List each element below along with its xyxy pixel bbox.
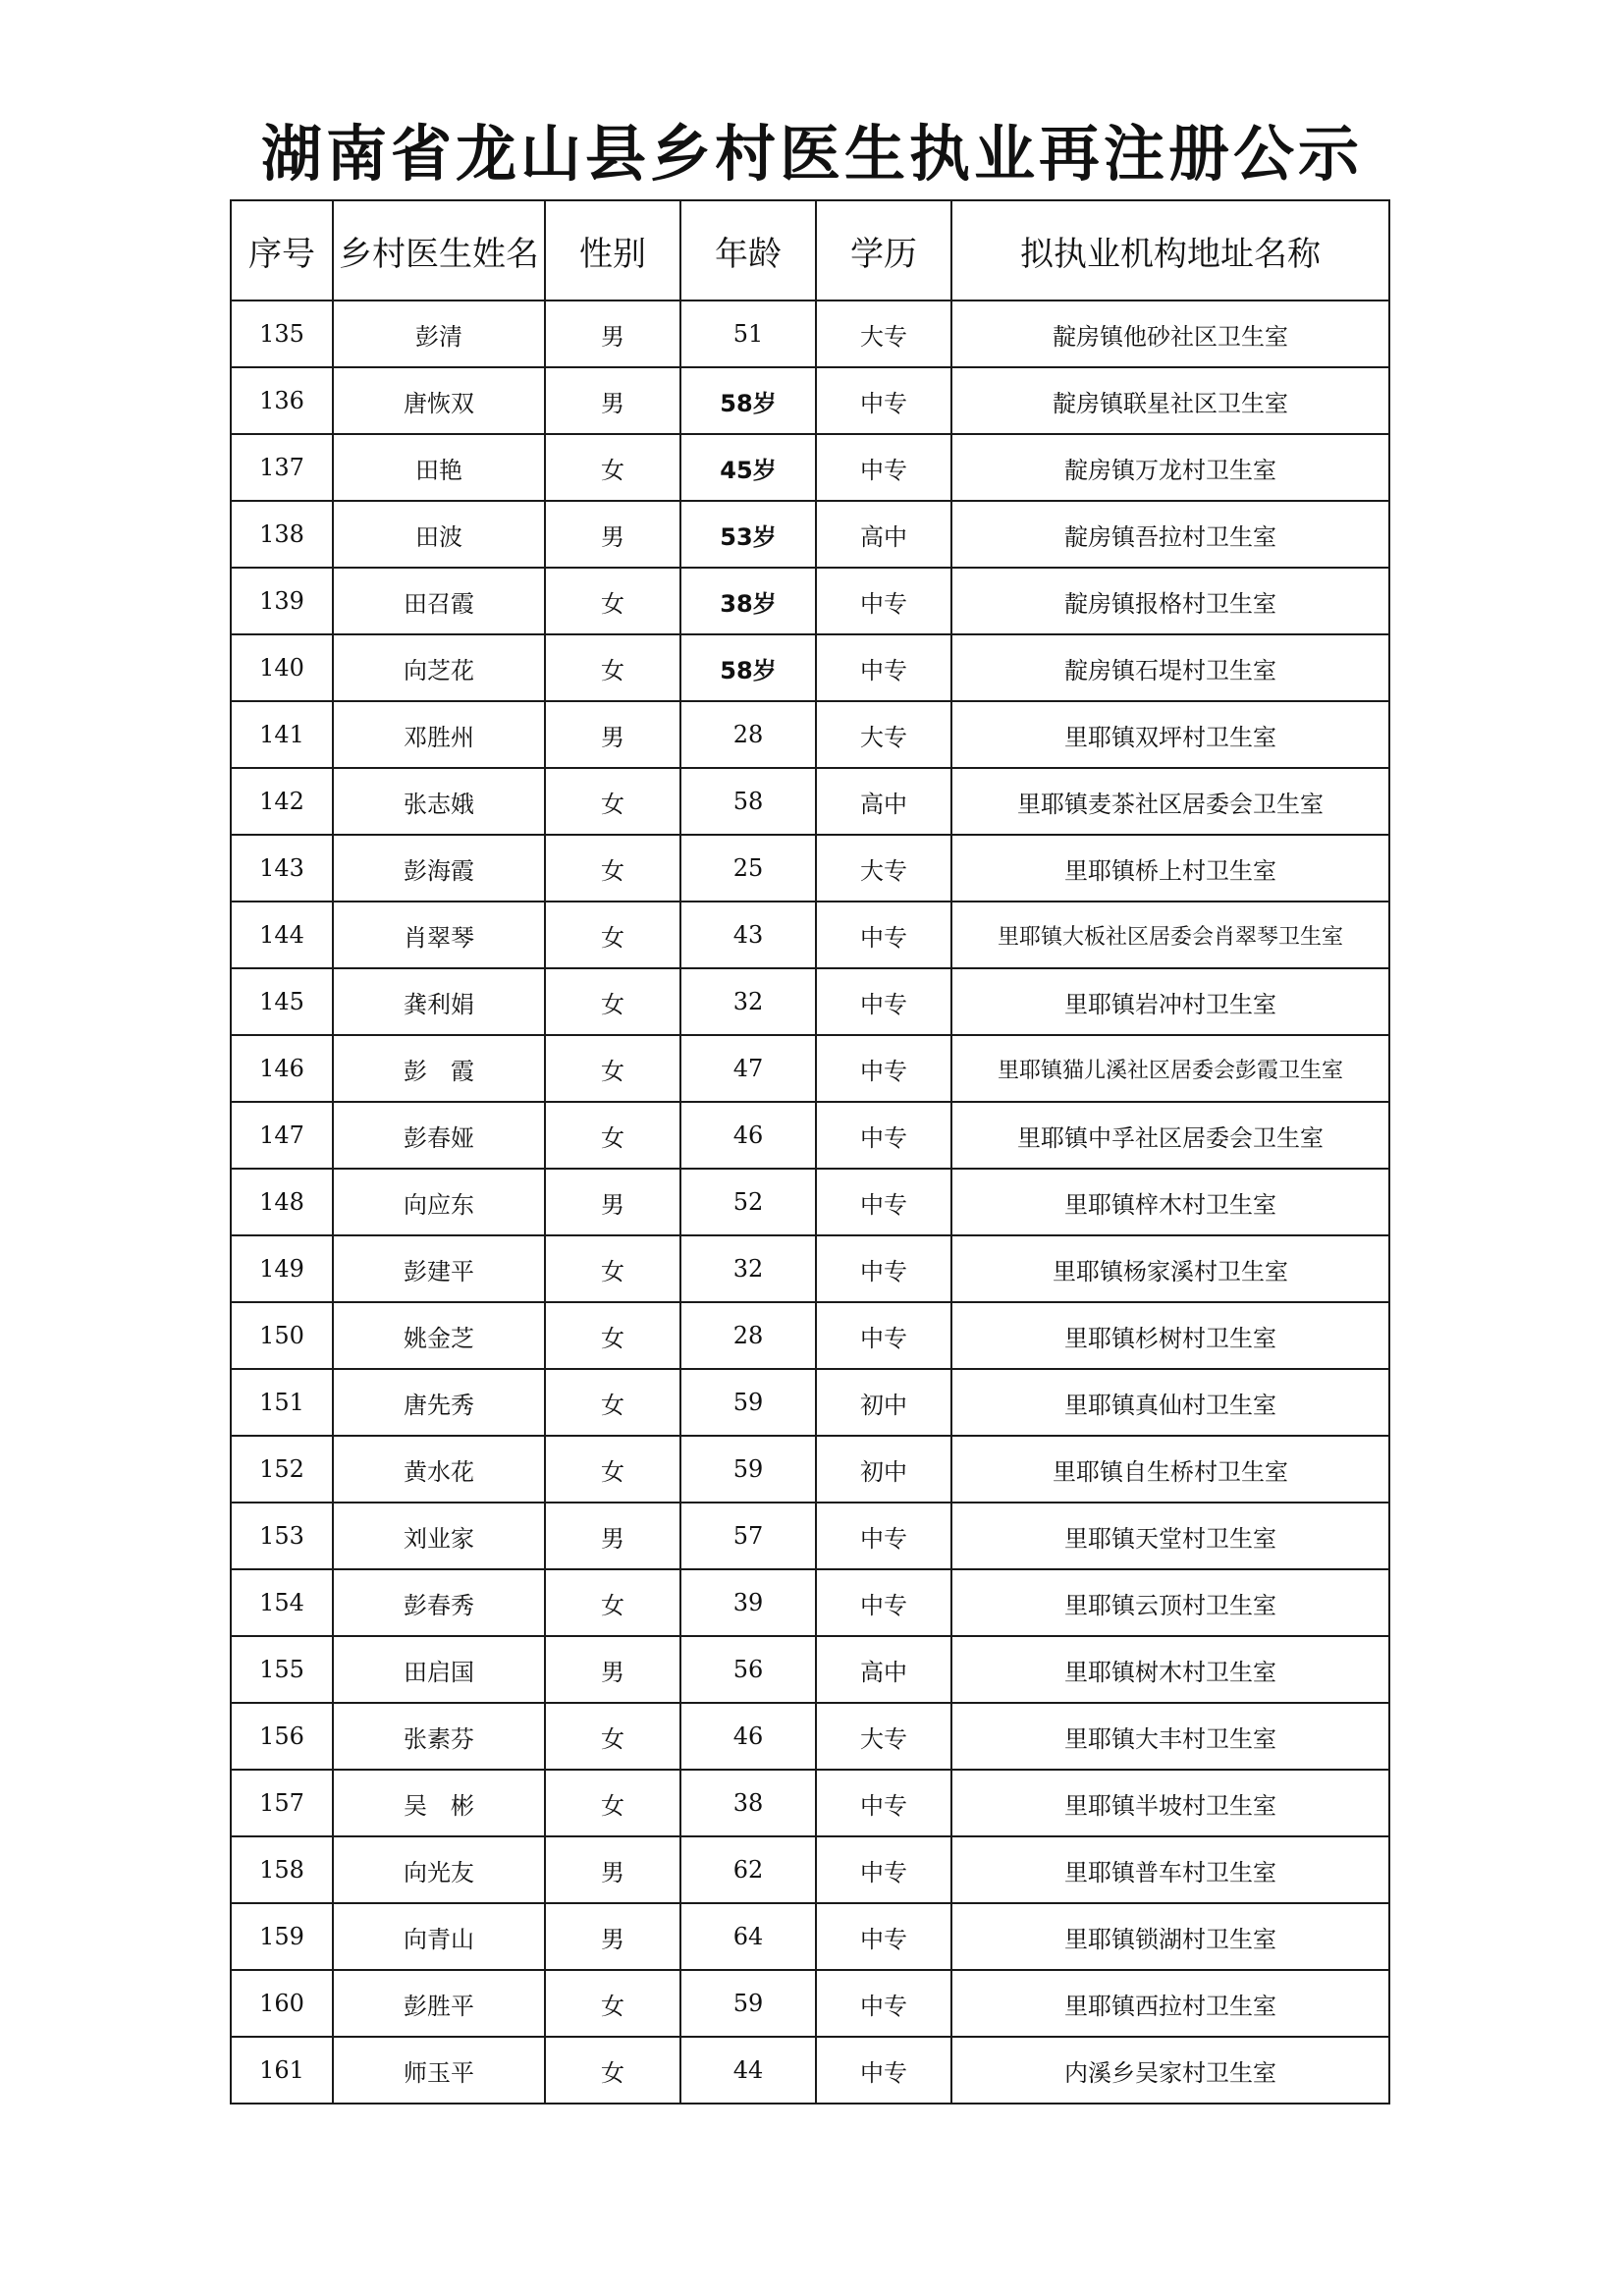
cell-age: 64 (680, 1903, 816, 1970)
cell-serial: 142 (231, 768, 333, 835)
cell-age: 52 (680, 1169, 816, 1235)
cell-age: 46 (680, 1102, 816, 1169)
cell-serial: 141 (231, 701, 333, 768)
cell-name: 向应东 (333, 1169, 545, 1235)
cell-education: 中专 (816, 367, 951, 434)
cell-age: 53岁 (680, 501, 816, 568)
cell-institution: 里耶镇树木村卫生室 (951, 1636, 1389, 1703)
table-row (231, 1369, 1389, 1436)
cell-serial: 146 (231, 1035, 333, 1102)
cell-education: 中专 (816, 434, 951, 501)
cell-education: 中专 (816, 1302, 951, 1369)
table-row (231, 1636, 1389, 1703)
table-row (231, 1569, 1389, 1636)
cell-institution: 里耶镇猫儿溪社区居委会彭霞卫生室 (951, 1035, 1389, 1102)
cell-age: 57 (680, 1503, 816, 1569)
cell-education: 中专 (816, 1235, 951, 1302)
cell-institution: 里耶镇普车村卫生室 (951, 1836, 1389, 1903)
table-row (231, 1503, 1389, 1569)
cell-name: 向光友 (333, 1836, 545, 1903)
cell-education: 中专 (816, 568, 951, 634)
cell-education: 大专 (816, 1703, 951, 1770)
cell-serial: 150 (231, 1302, 333, 1369)
cell-education: 初中 (816, 1436, 951, 1503)
cell-institution: 里耶镇真仙村卫生室 (951, 1369, 1389, 1436)
table-header-row (231, 200, 1389, 301)
doctor-registration-table (230, 199, 1390, 2105)
cell-name: 彭胜平 (333, 1970, 545, 2037)
cell-institution: 里耶镇梓木村卫生室 (951, 1169, 1389, 1235)
cell-name: 田启国 (333, 1636, 545, 1703)
cell-gender: 女 (545, 634, 680, 701)
table-row (231, 768, 1389, 835)
cell-institution: 里耶镇半坡村卫生室 (951, 1770, 1389, 1836)
cell-name: 唐恢双 (333, 367, 545, 434)
cell-institution: 内溪乡吴家村卫生室 (951, 2037, 1389, 2104)
table-row (231, 1836, 1389, 1903)
cell-age: 32 (680, 1235, 816, 1302)
cell-serial: 149 (231, 1235, 333, 1302)
cell-gender: 女 (545, 902, 680, 968)
table-row (231, 835, 1389, 902)
cell-age: 38 (680, 1770, 816, 1836)
header-age: 年龄 (680, 200, 816, 301)
cell-serial: 158 (231, 1836, 333, 1903)
cell-serial: 148 (231, 1169, 333, 1235)
cell-education: 高中 (816, 1636, 951, 1703)
cell-education: 中专 (816, 968, 951, 1035)
cell-age: 28 (680, 701, 816, 768)
header-education: 学历 (816, 200, 951, 301)
cell-education: 中专 (816, 1102, 951, 1169)
cell-serial: 139 (231, 568, 333, 634)
cell-education: 中专 (816, 1503, 951, 1569)
table-row (231, 2037, 1389, 2104)
cell-gender: 女 (545, 1970, 680, 2037)
cell-education: 初中 (816, 1369, 951, 1436)
cell-institution: 靛房镇报格村卫生室 (951, 568, 1389, 634)
cell-serial: 157 (231, 1770, 333, 1836)
cell-gender: 男 (545, 1503, 680, 1569)
cell-name: 彭 霞 (333, 1035, 545, 1102)
header-institution: 拟执业机构地址名称 (951, 200, 1389, 301)
cell-name: 田召霞 (333, 568, 545, 634)
cell-name: 龚利娟 (333, 968, 545, 1035)
cell-gender: 男 (545, 1169, 680, 1235)
cell-education: 大专 (816, 835, 951, 902)
cell-age: 59 (680, 1970, 816, 2037)
cell-name: 张素芬 (333, 1703, 545, 1770)
table-row (231, 301, 1389, 367)
cell-education: 大专 (816, 701, 951, 768)
cell-institution: 靛房镇他砂社区卫生室 (951, 301, 1389, 367)
cell-age: 62 (680, 1836, 816, 1903)
cell-name: 师玉平 (333, 2037, 545, 2104)
cell-institution: 里耶镇桥上村卫生室 (951, 835, 1389, 902)
cell-serial: 145 (231, 968, 333, 1035)
cell-name: 黄水花 (333, 1436, 545, 1503)
cell-gender: 女 (545, 1302, 680, 1369)
cell-institution: 里耶镇云顶村卫生室 (951, 1569, 1389, 1636)
cell-age: 44 (680, 2037, 816, 2104)
cell-education: 中专 (816, 1569, 951, 1636)
cell-serial: 160 (231, 1970, 333, 2037)
cell-institution: 里耶镇大丰村卫生室 (951, 1703, 1389, 1770)
cell-gender: 女 (545, 1703, 680, 1770)
page-title: 湖南省龙山县乡村医生执业再注册公示 (260, 118, 1363, 190)
cell-gender: 女 (545, 2037, 680, 2104)
cell-name: 彭春秀 (333, 1569, 545, 1636)
cell-name: 向芝花 (333, 634, 545, 701)
cell-gender: 男 (545, 301, 680, 367)
table-row (231, 367, 1389, 434)
table-row (231, 701, 1389, 768)
cell-gender: 男 (545, 367, 680, 434)
cell-serial: 155 (231, 1636, 333, 1703)
cell-serial: 161 (231, 2037, 333, 2104)
cell-education: 中专 (816, 1903, 951, 1970)
cell-age: 43 (680, 902, 816, 968)
cell-name: 田艳 (333, 434, 545, 501)
cell-institution: 里耶镇杨家溪村卫生室 (951, 1235, 1389, 1302)
cell-serial: 138 (231, 501, 333, 568)
cell-age: 38岁 (680, 568, 816, 634)
cell-serial: 136 (231, 367, 333, 434)
cell-name: 彭建平 (333, 1235, 545, 1302)
cell-serial: 144 (231, 902, 333, 968)
cell-institution: 里耶镇双坪村卫生室 (951, 701, 1389, 768)
cell-age: 39 (680, 1569, 816, 1636)
cell-name: 张志娥 (333, 768, 545, 835)
cell-name: 彭海霞 (333, 835, 545, 902)
cell-name: 田波 (333, 501, 545, 568)
cell-gender: 女 (545, 1369, 680, 1436)
cell-institution: 里耶镇天堂村卫生室 (951, 1503, 1389, 1569)
table-row (231, 568, 1389, 634)
cell-age: 58岁 (680, 367, 816, 434)
cell-gender: 女 (545, 1102, 680, 1169)
table-row (231, 1235, 1389, 1302)
cell-age: 32 (680, 968, 816, 1035)
table-row (231, 1703, 1389, 1770)
cell-name: 唐先秀 (333, 1369, 545, 1436)
cell-serial: 137 (231, 434, 333, 501)
cell-institution: 里耶镇杉树村卫生室 (951, 1302, 1389, 1369)
cell-gender: 女 (545, 1436, 680, 1503)
cell-gender: 女 (545, 434, 680, 501)
cell-institution: 靛房镇石堤村卫生室 (951, 634, 1389, 701)
cell-serial: 156 (231, 1703, 333, 1770)
cell-education: 中专 (816, 902, 951, 968)
cell-institution: 里耶镇西拉村卫生室 (951, 1970, 1389, 2037)
table-row (231, 1102, 1389, 1169)
table-row (231, 1436, 1389, 1503)
cell-name: 姚金芝 (333, 1302, 545, 1369)
cell-name: 向青山 (333, 1903, 545, 1970)
cell-age: 58 (680, 768, 816, 835)
cell-serial: 147 (231, 1102, 333, 1169)
cell-institution: 里耶镇自生桥村卫生室 (951, 1436, 1389, 1503)
cell-education: 中专 (816, 1836, 951, 1903)
cell-institution: 靛房镇联星社区卫生室 (951, 367, 1389, 434)
cell-name: 邓胜州 (333, 701, 545, 768)
cell-age: 28 (680, 1302, 816, 1369)
cell-age: 59 (680, 1369, 816, 1436)
cell-serial: 159 (231, 1903, 333, 1970)
cell-age: 25 (680, 835, 816, 902)
cell-serial: 154 (231, 1569, 333, 1636)
table-row (231, 968, 1389, 1035)
cell-gender: 男 (545, 701, 680, 768)
cell-serial: 152 (231, 1436, 333, 1503)
cell-serial: 153 (231, 1503, 333, 1569)
cell-name: 肖翠琴 (333, 902, 545, 968)
cell-serial: 135 (231, 301, 333, 367)
cell-education: 中专 (816, 1035, 951, 1102)
cell-institution: 里耶镇锁湖村卫生室 (951, 1903, 1389, 1970)
cell-education: 高中 (816, 768, 951, 835)
table-row (231, 1169, 1389, 1235)
cell-age: 45岁 (680, 434, 816, 501)
table-row (231, 1770, 1389, 1836)
cell-gender: 男 (545, 1836, 680, 1903)
cell-institution: 里耶镇大板社区居委会肖翠琴卫生室 (951, 902, 1389, 968)
cell-education: 中专 (816, 1169, 951, 1235)
cell-education: 中专 (816, 634, 951, 701)
cell-gender: 女 (545, 1569, 680, 1636)
cell-age: 51 (680, 301, 816, 367)
cell-education: 中专 (816, 1970, 951, 2037)
cell-name: 刘业家 (333, 1503, 545, 1569)
cell-gender: 女 (545, 1235, 680, 1302)
table-row (231, 1970, 1389, 2037)
cell-institution: 里耶镇麦茶社区居委会卫生室 (951, 768, 1389, 835)
table-row (231, 1302, 1389, 1369)
cell-gender: 男 (545, 501, 680, 568)
cell-education: 大专 (816, 301, 951, 367)
cell-serial: 143 (231, 835, 333, 902)
table-row (231, 434, 1389, 501)
header-gender: 性别 (545, 200, 680, 301)
cell-age: 56 (680, 1636, 816, 1703)
cell-gender: 女 (545, 968, 680, 1035)
table-row (231, 634, 1389, 701)
cell-age: 47 (680, 1035, 816, 1102)
cell-gender: 女 (545, 568, 680, 634)
cell-education: 中专 (816, 2037, 951, 2104)
cell-serial: 151 (231, 1369, 333, 1436)
cell-gender: 男 (545, 1903, 680, 1970)
cell-name: 彭清 (333, 301, 545, 367)
cell-gender: 男 (545, 1636, 680, 1703)
cell-institution: 里耶镇岩冲村卫生室 (951, 968, 1389, 1035)
table-row (231, 1035, 1389, 1102)
cell-gender: 女 (545, 1035, 680, 1102)
cell-name: 吴 彬 (333, 1770, 545, 1836)
cell-institution: 靛房镇万龙村卫生室 (951, 434, 1389, 501)
header-name: 乡村医生姓名 (333, 200, 545, 301)
cell-institution: 里耶镇中孚社区居委会卫生室 (951, 1102, 1389, 1169)
cell-education: 中专 (816, 1770, 951, 1836)
table-row (231, 501, 1389, 568)
table-row (231, 1903, 1389, 1970)
cell-serial: 140 (231, 634, 333, 701)
cell-institution: 靛房镇吾拉村卫生室 (951, 501, 1389, 568)
cell-name: 彭春娅 (333, 1102, 545, 1169)
cell-age: 46 (680, 1703, 816, 1770)
table-row (231, 902, 1389, 968)
cell-age: 58岁 (680, 634, 816, 701)
cell-gender: 女 (545, 835, 680, 902)
cell-education: 高中 (816, 501, 951, 568)
header-serial: 序号 (231, 200, 333, 301)
cell-age: 59 (680, 1436, 816, 1503)
cell-gender: 女 (545, 768, 680, 835)
cell-gender: 女 (545, 1770, 680, 1836)
